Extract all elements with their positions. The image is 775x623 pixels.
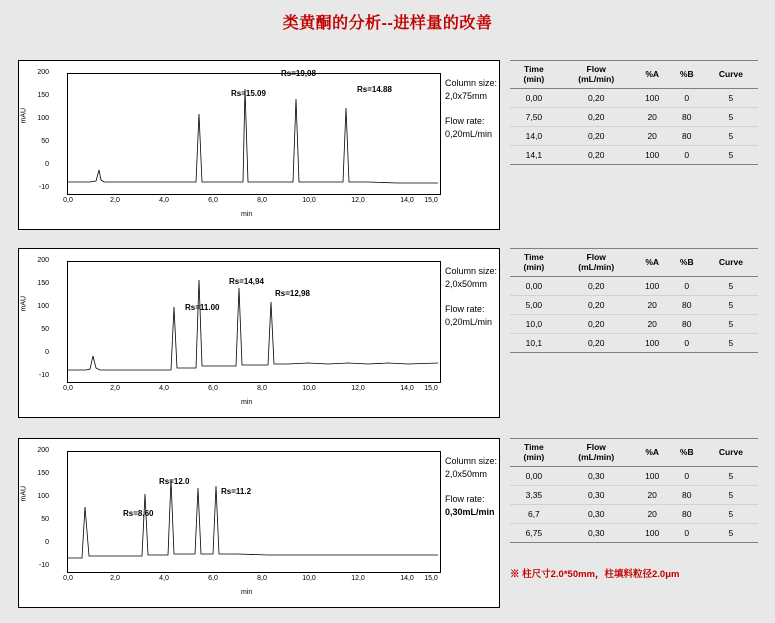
x-tick-2-0: 0,0 <box>63 385 73 392</box>
cell-flow: 0,20 <box>587 93 605 104</box>
table-row <box>510 315 758 334</box>
chromatogram-1 <box>18 60 500 230</box>
x-tick-1-12: 12,0 <box>351 197 365 204</box>
cell-curve: 5 <box>728 319 734 330</box>
x-tick-3-2: 2,0 <box>110 575 120 582</box>
th-time-1: Time (min) <box>510 61 558 89</box>
cell-curve: 5 <box>728 528 734 539</box>
gradient-table-2 <box>510 248 758 353</box>
cell-flow: 0,20 <box>587 319 605 330</box>
cell-flow: 0,20 <box>587 150 605 161</box>
cell-curve: 5 <box>728 490 734 501</box>
y-tick-2-150: 150 <box>37 280 49 287</box>
x-tick-1-10: 10,0 <box>302 197 316 204</box>
th-time-2: Time (min) <box>510 249 558 277</box>
chart-3-info <box>445 455 497 519</box>
cell-b: 80 <box>682 490 692 501</box>
cell-flow: 0,30 <box>587 490 605 501</box>
cell-flow: 0,20 <box>587 131 605 142</box>
gradient-table-1-wrap <box>510 60 758 165</box>
y-axis-label-1: mAU <box>20 107 28 124</box>
rs-label-1-3: Rs=14.88 <box>357 85 392 94</box>
th-b-1: %B <box>670 61 704 89</box>
cell-b: 80 <box>682 319 692 330</box>
column-size-value-3: 2,0x50mm <box>445 469 488 480</box>
chart-2-info <box>445 265 497 329</box>
y-tick-3-neg10: -10 <box>38 562 49 569</box>
flow-rate-value-3: 0,30mL/min <box>445 507 495 518</box>
th-a-2: %A <box>635 249 670 277</box>
rs-label-2-3: Rs=12,98 <box>275 289 310 298</box>
cell-a: 20 <box>647 319 657 330</box>
cell-time: 0,00 <box>525 281 543 292</box>
y-tick-1-100: 100 <box>37 115 49 122</box>
x-tick-3-8: 8,0 <box>257 575 267 582</box>
x-tick-1-0: 0,0 <box>63 197 73 204</box>
cell-flow: 0,30 <box>587 528 605 539</box>
y-tick-1-50: 50 <box>41 138 49 145</box>
x-tick-2-8: 8,0 <box>257 385 267 392</box>
y-tick-3-150: 150 <box>37 470 49 477</box>
cell-b: 80 <box>682 509 692 520</box>
th-flow-3: Flow (mL/min) <box>558 439 635 467</box>
flow-rate-value-1: 0,20mL/min <box>445 129 493 140</box>
y-tick-1-0: 0 <box>45 161 49 168</box>
table-row <box>510 108 758 127</box>
y-tick-3-100: 100 <box>37 493 49 500</box>
y-tick-1-neg10: -10 <box>38 184 49 191</box>
th-flow-1: Flow (mL/min) <box>558 61 635 89</box>
cell-time: 0,00 <box>525 93 543 104</box>
cell-flow: 0,20 <box>587 281 605 292</box>
x-tick-2-2: 2,0 <box>110 385 120 392</box>
cell-a: 100 <box>645 528 660 539</box>
rs-label-3-1: Rs=8,60 <box>123 509 154 518</box>
cell-curve: 5 <box>728 338 734 349</box>
cell-time: 14,1 <box>525 150 543 161</box>
cell-time: 7,50 <box>525 112 543 123</box>
x-tick-1-8: 8,0 <box>257 197 267 204</box>
y-tick-1-200: 200 <box>37 69 49 76</box>
x-tick-3-15: 15,0 <box>424 575 438 582</box>
th-a-1: %A <box>635 61 670 89</box>
cell-a: 20 <box>647 131 657 142</box>
cell-curve: 5 <box>728 281 734 292</box>
table-row <box>510 146 758 165</box>
cell-curve: 5 <box>728 300 734 311</box>
cell-a: 100 <box>645 471 660 482</box>
cell-curve: 5 <box>728 112 734 123</box>
column-size-value-1: 2,0x75mm <box>445 91 488 102</box>
flow-rate-value-2: 0,20mL/min <box>445 317 493 328</box>
y-tick-2-0: 0 <box>45 349 49 356</box>
gradient-table-2-wrap <box>510 248 758 353</box>
y-tick-2-200: 200 <box>37 257 49 264</box>
th-time-3: Time (min) <box>510 439 558 467</box>
cell-flow: 0,30 <box>587 509 605 520</box>
x-tick-1-2: 2,0 <box>110 197 120 204</box>
cell-a: 100 <box>645 93 660 104</box>
cell-b: 80 <box>682 131 692 142</box>
column-size-label-2: Column size: <box>445 266 498 276</box>
cell-time: 6,7 <box>527 509 540 520</box>
y-axis-label-3: mAU <box>20 485 28 502</box>
x-tick-1-14: 14,0 <box>400 197 414 204</box>
cell-curve: 5 <box>728 509 734 520</box>
table-row <box>510 127 758 146</box>
x-axis-label-3: min <box>241 589 253 596</box>
footnote: ※ 柱尺寸2.0*50mm，柱填料粒径2.0μm <box>510 569 680 580</box>
cell-a: 20 <box>647 112 657 123</box>
column-size-label-1: Column size: <box>445 78 498 88</box>
cell-time: 6,75 <box>525 528 543 539</box>
cell-b: 0 <box>684 150 690 161</box>
x-tick-3-6: 6,0 <box>208 575 218 582</box>
table-row <box>510 89 758 108</box>
page-title: 类黄酮的分析--进样量的改善 <box>282 15 493 32</box>
cell-curve: 5 <box>728 471 734 482</box>
cell-flow: 0,30 <box>587 471 605 482</box>
table-row <box>510 334 758 353</box>
x-axis-label-1: min <box>241 211 253 218</box>
th-b-3: %B <box>670 439 704 467</box>
y-tick-3-200: 200 <box>37 447 49 454</box>
th-a-3: %A <box>635 439 670 467</box>
x-axis-label-2: min <box>241 399 253 406</box>
y-axis-label-2: mAU <box>20 295 28 312</box>
th-curve-3: Curve <box>704 439 758 467</box>
th-flow-2: Flow (mL/min) <box>558 249 635 277</box>
th-curve-2: Curve <box>704 249 758 277</box>
chromatogram-3 <box>18 438 500 608</box>
x-tick-1-15: 15,0 <box>424 197 438 204</box>
cell-time: 14,0 <box>525 131 543 142</box>
flow-rate-label-3: Flow rate: <box>445 494 485 505</box>
y-tick-3-50: 50 <box>41 516 49 523</box>
cell-b: 0 <box>684 471 690 482</box>
cell-flow: 0,20 <box>587 112 605 123</box>
rs-label-3-2: Rs=12.0 <box>159 477 190 486</box>
cell-time: 10,0 <box>525 319 543 330</box>
flow-rate-label-1: Flow rate: <box>445 116 485 127</box>
th-b-2: %B <box>670 249 704 277</box>
y-tick-2-neg10: -10 <box>38 372 49 379</box>
x-tick-2-12: 12,0 <box>351 385 365 392</box>
rs-label-3-3: Rs=11.2 <box>221 487 252 496</box>
chromatogram-2 <box>18 248 500 418</box>
cell-b: 0 <box>684 338 690 349</box>
y-tick-3-0: 0 <box>45 539 49 546</box>
chart-1-info <box>445 77 497 141</box>
cell-a: 20 <box>647 509 657 520</box>
rs-label-2-2: Rs=14,94 <box>229 277 264 286</box>
cell-time: 10,1 <box>525 338 543 349</box>
table-row <box>510 505 758 524</box>
y-tick-2-100: 100 <box>37 303 49 310</box>
x-tick-1-4: 4,0 <box>159 197 169 204</box>
cell-a: 100 <box>645 150 660 161</box>
cell-b: 80 <box>682 300 692 311</box>
column-size-label-3: Column size: <box>445 456 498 466</box>
x-tick-2-6: 6,0 <box>208 385 218 392</box>
x-tick-2-4: 4,0 <box>159 385 169 392</box>
x-tick-1-6: 6,0 <box>208 197 218 204</box>
table-row <box>510 486 758 505</box>
cell-b: 80 <box>682 112 692 123</box>
table-row <box>510 296 758 315</box>
cell-curve: 5 <box>728 150 734 161</box>
x-tick-3-12: 12,0 <box>351 575 365 582</box>
cell-a: 20 <box>647 300 657 311</box>
cell-a: 100 <box>645 281 660 292</box>
cell-b: 0 <box>684 93 690 104</box>
cell-time: 3,35 <box>525 490 543 501</box>
rs-label-1-2: Rs=19,08 <box>281 69 316 78</box>
cell-time: 0,00 <box>525 471 543 482</box>
cell-a: 20 <box>647 490 657 501</box>
x-tick-2-14: 14,0 <box>400 385 414 392</box>
x-tick-3-10: 10,0 <box>302 575 316 582</box>
x-tick-3-14: 14,0 <box>400 575 414 582</box>
y-tick-1-150: 150 <box>37 92 49 99</box>
table-row <box>510 277 758 296</box>
gradient-table-3 <box>510 438 758 543</box>
gradient-table-3-wrap <box>510 438 758 543</box>
gradient-table-1 <box>510 60 758 165</box>
cell-a: 100 <box>645 338 660 349</box>
cell-flow: 0,20 <box>587 300 605 311</box>
cell-flow: 0,20 <box>587 338 605 349</box>
table-row <box>510 524 758 543</box>
x-tick-3-0: 0,0 <box>63 575 73 582</box>
x-tick-2-10: 10,0 <box>302 385 316 392</box>
x-tick-2-15: 15,0 <box>424 385 438 392</box>
th-curve-1: Curve <box>704 61 758 89</box>
cell-b: 0 <box>684 528 690 539</box>
cell-curve: 5 <box>728 93 734 104</box>
rs-label-2-1: Rs=11.00 <box>185 303 220 312</box>
cell-time: 5,00 <box>525 300 543 311</box>
flow-rate-label-2: Flow rate: <box>445 304 485 315</box>
cell-b: 0 <box>684 281 690 292</box>
column-size-value-2: 2,0x50mm <box>445 279 488 290</box>
y-tick-2-50: 50 <box>41 326 49 333</box>
rs-label-1-1: Rs=15.09 <box>231 89 266 98</box>
x-tick-3-4: 4,0 <box>159 575 169 582</box>
table-row <box>510 467 758 486</box>
cell-curve: 5 <box>728 131 734 142</box>
